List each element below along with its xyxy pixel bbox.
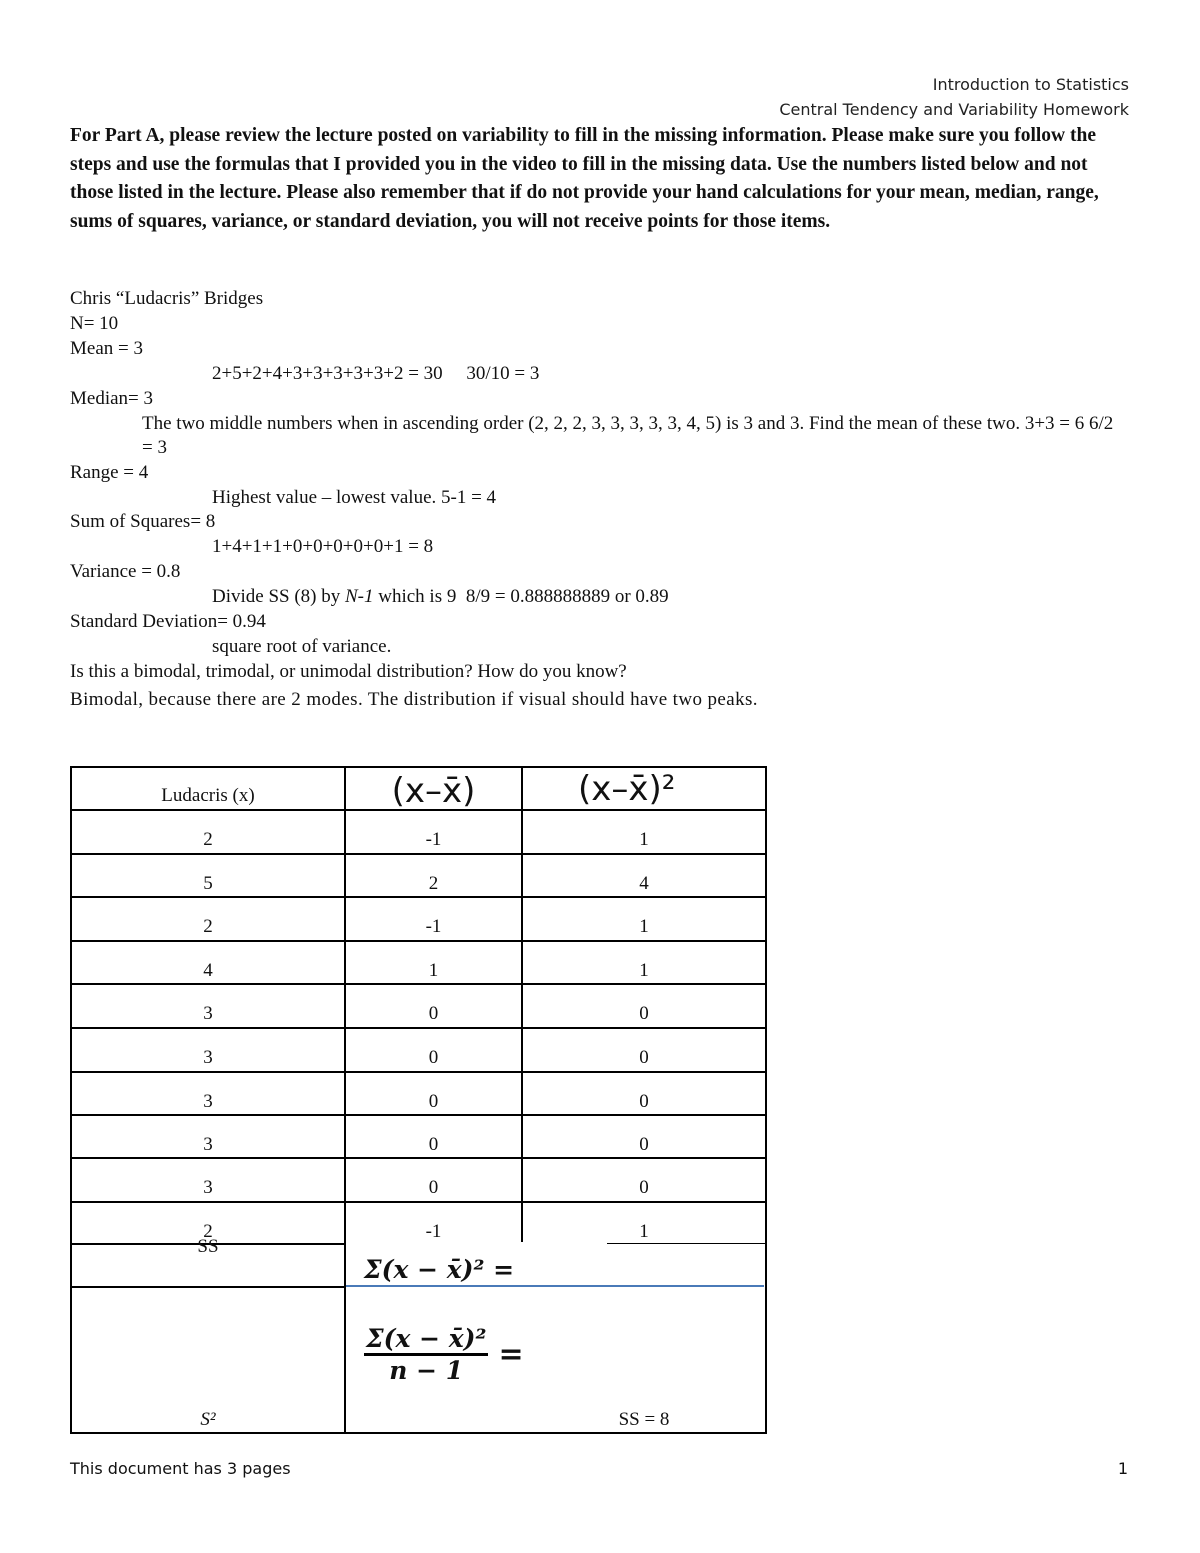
sd-work: square root of variance. <box>212 636 392 657</box>
question-line: Is this a bimodal, trimodal, or unimodal distribution? How do you know? <box>70 661 627 682</box>
table-cell: 1 <box>639 916 649 937</box>
table-cell: 3 <box>203 1177 213 1198</box>
col-header-squared-deviation: (x–x̄)² <box>578 769 676 809</box>
table-cell: 3 <box>203 1091 213 1112</box>
table-cell: 3 <box>203 1003 213 1024</box>
table-cell: 0 <box>639 1047 649 1068</box>
table-cell: 1 <box>639 829 649 850</box>
footer-page-count: This document has 3 pages <box>70 1459 291 1478</box>
table-cell: -1 <box>425 916 442 937</box>
fraction-numerator: Σ(x − x̄)² <box>366 1324 487 1353</box>
variance-work-italic: N-1 <box>345 586 374 607</box>
fraction <box>364 1324 488 1385</box>
variance-label: S² <box>200 1409 216 1430</box>
median-line: Median= 3 <box>70 388 154 409</box>
table-cell: -1 <box>425 829 442 850</box>
instructions-paragraph: For Part A, please review the lecture posted on variability to fill in the missing information. Please make sure you follow the steps and use the formulas that I provided you in the video to fill in the missing data. Use the numbers listed below and not those listed in the lecture. Please also remember that if do not provide your hand calculations for your mean, median, range, sums of squares, variance, or standard deviation, you will not receive points for those items. <box>70 125 1099 233</box>
mean-line: Mean = 3 <box>70 338 143 359</box>
answer-line: Bimodal, because there are 2 modes. The distribution if visual should have two peaks. <box>70 689 758 710</box>
table-cell: 0 <box>428 1047 439 1068</box>
table-cell: 0 <box>639 1177 649 1198</box>
table-cell: 0 <box>428 1091 439 1112</box>
variance-work-pre: Divide SS (8) by <box>212 586 345 607</box>
table-cell: 2 <box>203 916 213 937</box>
table-cell: 1 <box>639 1221 649 1242</box>
variance-work <box>212 585 669 609</box>
formula-equals: = <box>498 1337 524 1372</box>
table-cell: 3 <box>203 1134 213 1155</box>
fraction-denominator: n − 1 <box>389 1356 464 1385</box>
table-cell: 2 <box>428 873 439 894</box>
table-cell: 0 <box>639 1134 649 1155</box>
footer-page-number: 1 <box>1117 1459 1128 1478</box>
table-cell: 1 <box>428 960 439 981</box>
table-cell: 2 <box>203 829 213 850</box>
table-cell: 2 <box>203 1221 213 1242</box>
ss-line: Sum of Squares= 8 <box>70 511 216 532</box>
deviation-table <box>70 766 767 1434</box>
table-cell: 3 <box>203 1047 213 1068</box>
sd-line: Standard Deviation= 0.94 <box>70 611 266 632</box>
range-line: Range = 4 <box>70 462 149 483</box>
student-name: Chris “Ludacris” Bridges <box>70 288 264 309</box>
n-line: N= 10 <box>70 313 119 334</box>
table-cell: 0 <box>428 1003 439 1024</box>
variance-work-post: which is 9 8/9 = 0.888888889 or 0.89 <box>373 586 669 607</box>
ss-label: SS <box>197 1236 219 1257</box>
table-cell: 1 <box>639 960 649 981</box>
ss-formula: Σ(x − x̄)² = <box>364 1255 515 1284</box>
ss-value: SS = 8 <box>618 1409 670 1430</box>
median-work: The two middle numbers when in ascending order (2, 2, 2, 3, 3, 3, 3, 3, 4, 5) is 3 and 3. Find the mean of these two. 3+3 = 6 6/2 = 3 <box>142 413 1114 458</box>
col-header-x: Ludacris (x) <box>161 785 255 806</box>
table-cell: 5 <box>203 873 213 894</box>
col-header-deviation: (x–x̄) <box>391 771 476 811</box>
range-work: Highest value – lowest value. 5-1 = 4 <box>212 487 497 508</box>
variance-line: Variance = 0.8 <box>70 561 181 582</box>
ss-work: 1+4+1+1+0+0+0+0+0+1 = 8 <box>212 536 434 557</box>
table-cell: 4 <box>203 960 213 981</box>
table-cell: 4 <box>639 873 649 894</box>
table-cell: -1 <box>425 1221 442 1242</box>
mean-work: 2+5+2+4+3+3+3+3+3+2 = 30 30/10 = 3 <box>212 363 540 384</box>
table-cell: 0 <box>639 1003 649 1024</box>
table-cell: 0 <box>639 1091 649 1112</box>
table-cell: 0 <box>428 1134 439 1155</box>
variance-formula <box>364 1324 524 1385</box>
course-title: Introduction to Statistics <box>932 75 1129 94</box>
table-cell: 0 <box>428 1177 439 1198</box>
assignment-title: Central Tendency and Variability Homework <box>779 100 1129 119</box>
